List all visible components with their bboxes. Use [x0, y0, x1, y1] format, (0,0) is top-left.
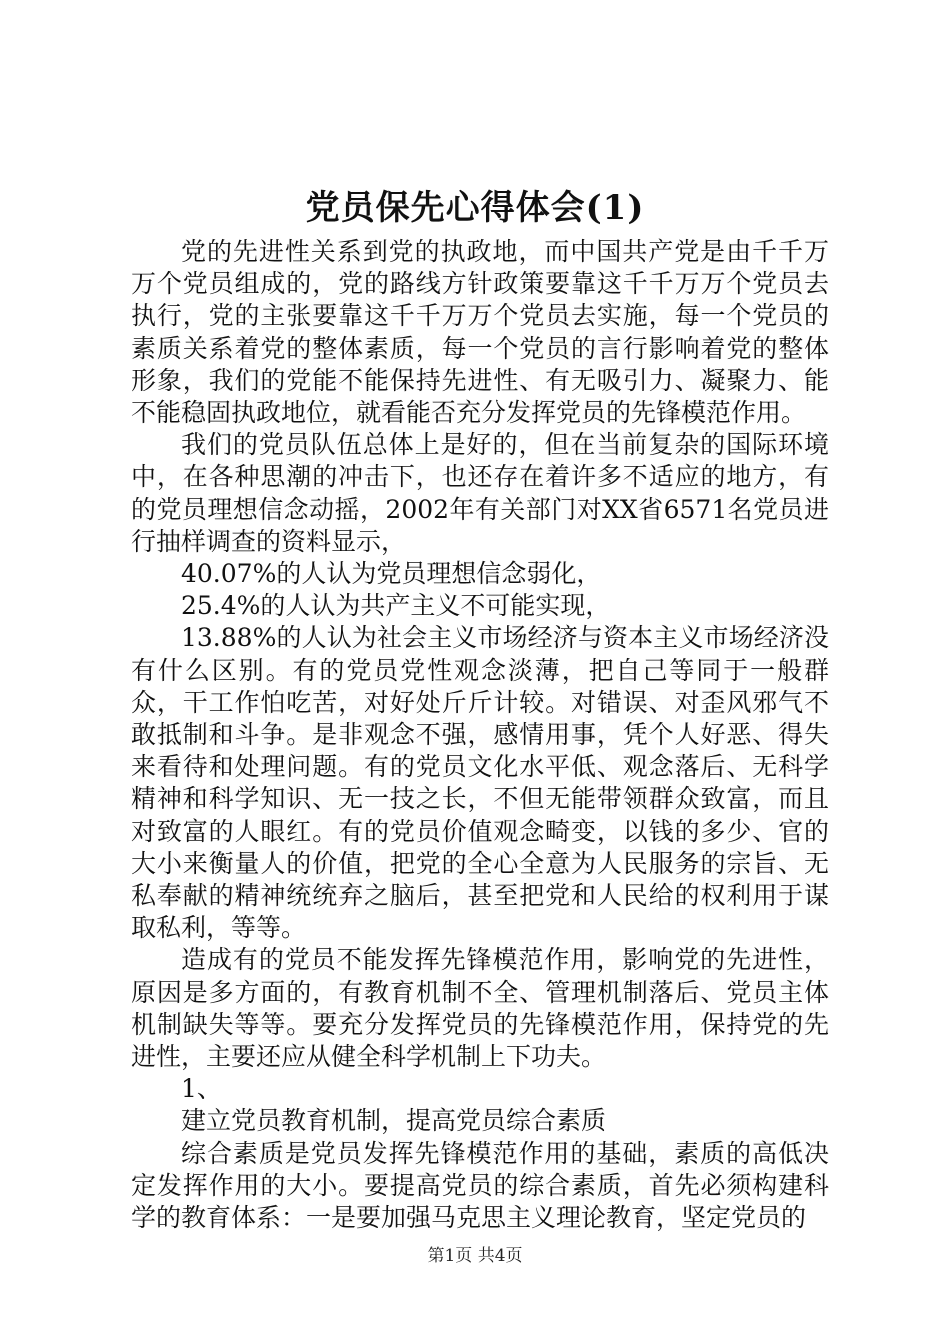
document-title: 党员保先心得体会(1): [305, 188, 645, 228]
section-heading: 建立党员教育机制，提高党员综合素质: [181, 1106, 607, 1136]
paragraph: 13.88%的人认为社会主义市场经济与资本主义市场经济没有什么区别。有的党员党性观念淡薄，把自己等同于一般群众，干工作怕吃苦，对好处斤斤计较。对错误、对歪风邪气不敢抵制和斗争。是非观念不强，感情用事，凭个人好恶、得失来看待和处理问题。有的党员文化水平低、观念落后、无科学精神和科学知识、无一技之长，不但无能带领群众致富，而且对致富的人眼红。有的党员价值观念畸变，以钱的多少、官的大小来衡量人的价值，把党的全心全意为人民服务的宗旨、无私奉献的精神统统弃之脑后，甚至把党和人民给的权利用于谋取私利，等等。: [131, 623, 829, 943]
paragraph: 造成有的党员不能发挥先锋模范作用，影响党的先进性，原因是多方面的，有教育机制不全、管理机制落后、党员主体机制缺失等等。要充分发挥党员的先锋模范作用，保持党的先进性，主要还应从健全科学机制上下功夫。: [131, 945, 829, 1072]
section-number: 1、: [181, 1074, 222, 1104]
paragraph: 25.4%的人认为共产主义不可能实现，: [181, 591, 611, 621]
page-footer: 第1页 共4页: [427, 1246, 523, 1266]
document-body: [131, 236, 829, 1234]
paragraph: 我们的党员队伍总体上是好的，但在当前复杂的国际环境中，在各种思潮的冲击下，也还存在着许多不适应的地方，有的党员理想信念动摇，2002年有关部门对XX省6571名党员进行抽样调查的资料显示，: [131, 430, 829, 556]
paragraph: 党的先进性关系到党的执政地，而中国共产党是由千千万万个党员组成的，党的路线方针政策要靠这千千万万个党员去执行，党的主张要靠这千千万万个党员去实施，每一个党员的素质关系着党的整体素质，每一个党员的言行影响着党的整体形象，我们的党能不能保持先进性、有无吸引力、凝聚力、能不能稳固执政地位，就看能否充分发挥党员的先锋模范作用。: [131, 237, 829, 428]
paragraph: 40.07%的人认为党员理想信念弱化，: [181, 559, 602, 589]
paragraph: 综合素质是党员发挥先锋模范作用的基础，素质的高低决定发挥作用的大小。要提高党员的综合素质，首先必须构建科学的教育体系：一是要加强马克思主义理论教育，坚定党员的: [131, 1138, 829, 1233]
